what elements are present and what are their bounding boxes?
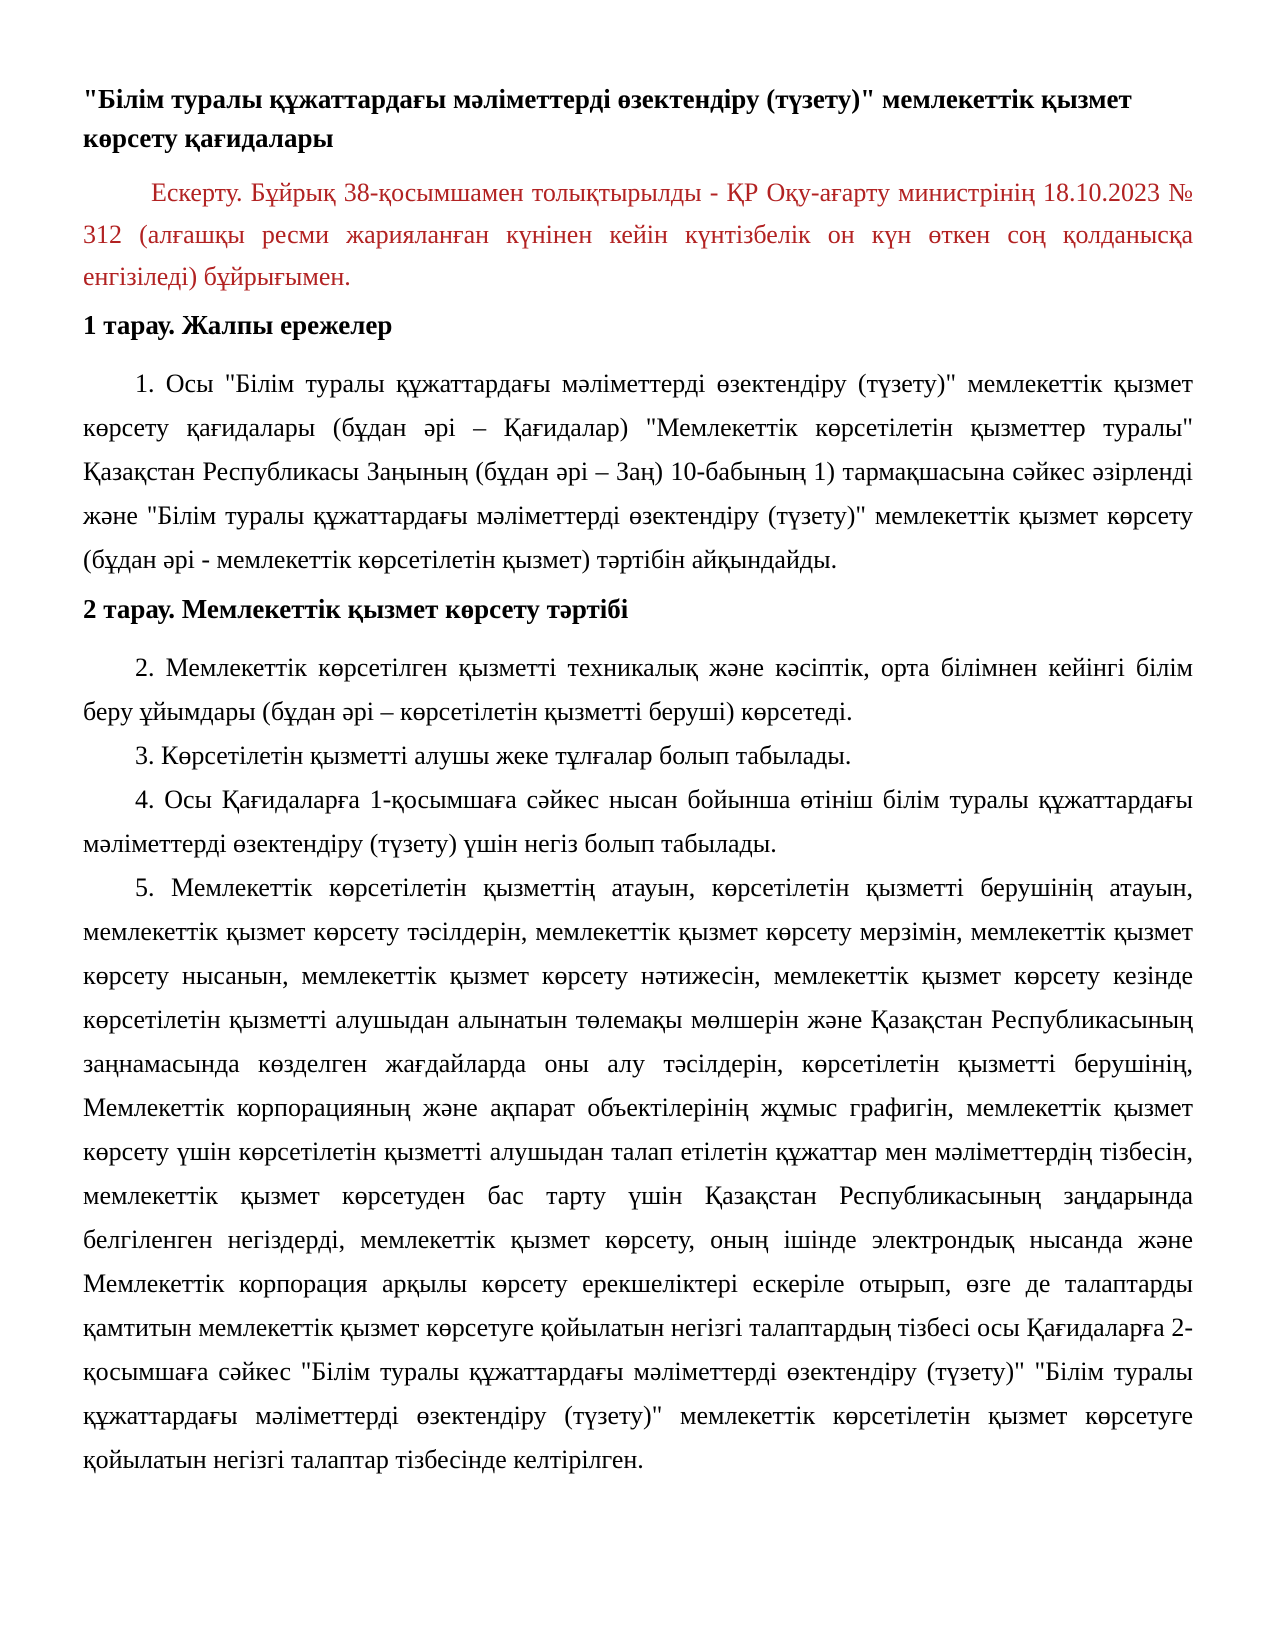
body-paragraph-3: 3. Көрсетілетін қызметті алушы жеке тұлғалар болып табылады.	[135, 741, 852, 770]
amendment-note: Ескерту. Бұйрық 38-қосымшамен толықтырылды - ҚР Оқу-ағарту министрінің 18.10.2023 № 312 (алғашқы ресми жарияланған күнінен кейін күнтізбелік он күн өткен соң қолданысқа енгізіледі) бұйрығымен.	[83, 178, 1193, 291]
chapter-2-heading: 2 тарау. Мемлекеттік қызмет көрсету тәртібі	[83, 594, 629, 624]
body-paragraph-5: 5. Мемлекеттік көрсетілетін қызметтің атауын, көрсетілетін қызметті берушінің атауын, мемлекеттік қызмет көрсету тәсілдерін, мемлекеттік қызмет көрсету мерзімін, мемлекеттік қызмет көрсету нысанын, мемлекеттік қызмет көрсету нәтижесін, мемлекеттік қызмет көрсету кезінде көрсетілетін қызметті алушыдан алынатын төлемақы мөлшерін және Қазақстан Республикасының заңнамасында көзделген жағдайларда оны алу тәсілдерін, көрсетілетін қызметті берушінің, Мемлекеттік корпорацияның және ақпарат объектілерінің жұмыс графигін, мемлекеттік қызмет көрсету үшін көрсетілетін қызметті алушыдан талап етілетін құжаттар мен мәліметтердің тізбесін, мемлекеттік қызмет көрсетуден бас тарту үшін Қазақстан Республикасының заңдарында белгіленген негіздерді, мемлекеттік қызмет көрсету, оның ішінде электрондық нысанда және Мемлекеттік корпорация арқылы көрсету ерекшеліктері ескеріле отырып, өзге де талаптарды қамтитын мемлекеттік қызмет көрсетуге қойылатын негізгі талаптардың тізбесі осы Қағидаларға 2-қосымшаға сәйкес "Білім туралы құжаттардағы мәліметтерді өзектендіру (түзету)" "Білім туралы құжаттардағы мәліметтерді өзектендіру (түзету)" мемлекеттік көрсетілетін қызмет көрсетуге қойылатын негізгі талаптар тізбесінде келтірілген.	[83, 873, 1193, 1474]
document-title: "Білім туралы құжаттардағы мәліметтерді өзектендіру (түзету)" мемлекеттік қызмет көрсету қағидалары	[83, 84, 1132, 153]
body-paragraph-4: 4. Осы Қағидаларға 1-қосымшаға сәйкес нысан бойынша өтініш білім туралы құжаттардағы мәліметтерді өзектендіру (түзету) үшін негіз болып табылады.	[83, 785, 1193, 858]
body-paragraph-1: 1. Осы "Білім туралы құжаттардағы мәліметтерді өзектендіру (түзету)" мемлекеттік қызмет көрсету қағидалары (бұдан әрі – Қағидалар) "Мемлекеттік көрсетілетін қызметтер туралы" Қазақстан Республикасы Заңының (бұдан әрі – Заң) 10-бабының 1) тармақшасына сәйкес әзірленді және "Білім туралы құжаттардағы мәліметтерді өзектендіру (түзету)" мемлекеттік қызмет көрсету (бұдан әрі - мемлекеттік көрсетілетін қызмет) тәртібін айқындайды.	[83, 369, 1193, 574]
body-paragraph-2: 2. Мемлекеттік көрсетілген қызметті техникалық және кәсіптік, орта білімнен кейінгі білім беру ұйымдары (бұдан әрі – көрсетілетін қызметті беруші) көрсетеді.	[83, 653, 1193, 726]
chapter-1-heading: 1 тарау. Жалпы ережелер	[83, 310, 393, 340]
